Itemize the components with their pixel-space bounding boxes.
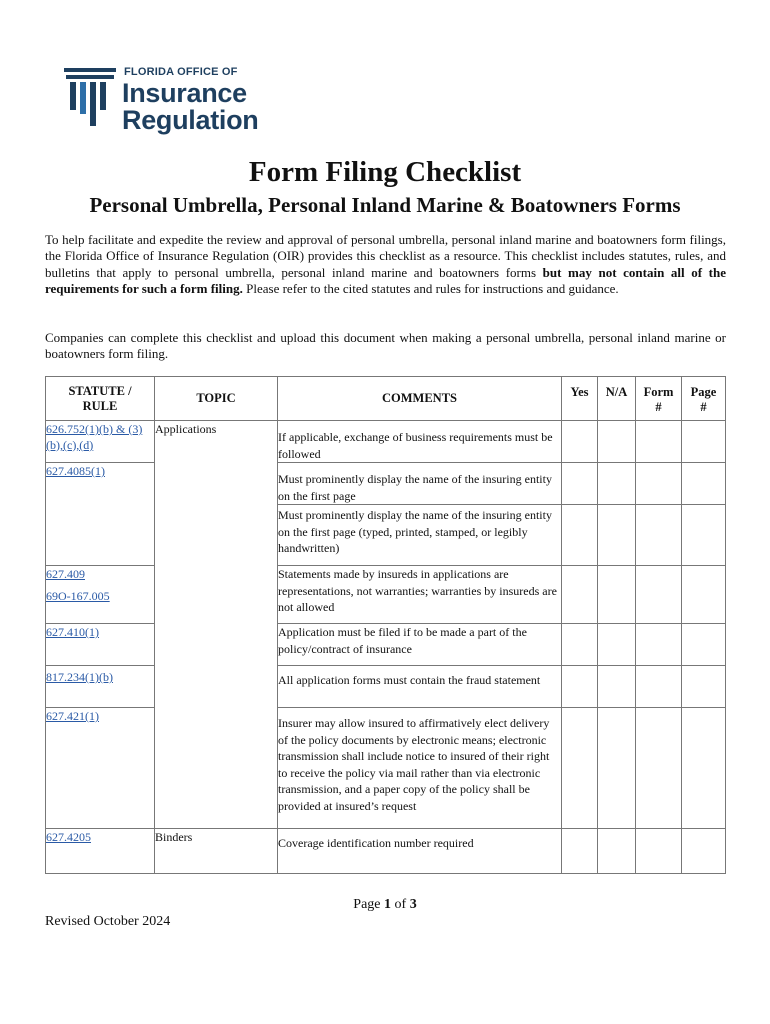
na-cell[interactable] xyxy=(598,463,636,505)
page-number-cell[interactable] xyxy=(682,421,726,463)
yes-cell[interactable] xyxy=(562,624,598,666)
header-yes: Yes xyxy=(562,377,598,421)
rule-link[interactable]: 817.234(1)(b) xyxy=(46,670,113,684)
table-row xyxy=(46,463,726,505)
table-row xyxy=(46,666,726,708)
page-number-cell[interactable] xyxy=(682,505,726,566)
rule-cell xyxy=(46,708,155,829)
page-number-cell[interactable] xyxy=(682,463,726,505)
form-number-cell[interactable] xyxy=(636,566,682,624)
page-current: 1 xyxy=(384,897,392,912)
table-row xyxy=(46,708,726,829)
yes-cell[interactable] xyxy=(562,708,598,829)
comment-cell: Statements made by insureds in applications are representations, not warranties; warranties by insureds are not allowed xyxy=(278,566,562,624)
document-title: Form Filing Checklist xyxy=(248,156,522,188)
yes-cell[interactable] xyxy=(562,421,598,463)
page-number-cell[interactable] xyxy=(682,624,726,666)
comment-cell: If applicable, exchange of business requirements must be followed xyxy=(278,421,562,463)
form-number-cell[interactable] xyxy=(636,505,682,566)
checklist-table xyxy=(45,376,726,874)
page-prefix: Page xyxy=(353,897,385,912)
comment-cell: All application forms must contain the fraud statement xyxy=(278,666,562,708)
table-row xyxy=(46,566,726,624)
yes-cell[interactable] xyxy=(562,666,598,708)
yes-cell[interactable] xyxy=(562,566,598,624)
logo-top-text: FLORIDA OFFICE OF xyxy=(124,66,238,78)
rule-link[interactable]: 627.4205 xyxy=(46,830,91,844)
form-number-cell[interactable] xyxy=(636,666,682,708)
pillar-logo-icon xyxy=(64,66,116,130)
logo-regulation-text: Regulation xyxy=(122,105,259,135)
na-cell[interactable] xyxy=(598,421,636,463)
comment-cell: Must prominently display the name of the insuring entity on the first page xyxy=(278,463,562,505)
rule-cell xyxy=(46,624,155,666)
intro-bold-text: but may not contain all of the requirements for such a form filing. xyxy=(45,264,727,296)
comment-cell: Coverage identification number required xyxy=(278,829,562,874)
rule-link[interactable]: 627.409 xyxy=(46,567,85,581)
rule-link[interactable]: 627.410(1) xyxy=(46,625,99,639)
table-row xyxy=(46,624,726,666)
na-cell[interactable] xyxy=(598,505,636,566)
comment-cell: Application must be filed if to be made a part of the policy/contract of insurance xyxy=(278,624,562,666)
form-number-cell[interactable] xyxy=(636,624,682,666)
comment-cell: Insurer may allow insured to affirmatively elect delivery of the policy documents by electronic means; electronic transmission shall include notice to insured of their right to receive the policy via mail rather than via electronic transmission, and a paper copy of the policy shall be provided at insured’s request xyxy=(278,708,562,829)
na-cell[interactable] xyxy=(598,666,636,708)
topic-cell: Binders xyxy=(155,829,278,874)
header-statute: STATUTE / RULE xyxy=(46,377,155,421)
header-comments: COMMENTS xyxy=(278,377,562,421)
rule-link[interactable]: 626.752(1)(b) & (3)(b),(c),(d) xyxy=(46,422,143,452)
na-cell[interactable] xyxy=(598,566,636,624)
yes-cell[interactable] xyxy=(562,463,598,505)
header-form: Form # xyxy=(636,377,682,421)
table-header-row xyxy=(46,377,726,421)
rule-cell xyxy=(46,566,155,624)
page-number xyxy=(0,897,770,913)
page-number-cell[interactable] xyxy=(682,666,726,708)
header-page: Page # xyxy=(682,377,726,421)
header-topic: TOPIC xyxy=(155,377,278,421)
upload-note: Companies can complete this checklist and upload this document when making a personal umbrella, personal inland marine or boatowners form filing. xyxy=(45,330,726,362)
rule-cell xyxy=(46,421,155,463)
form-number-cell[interactable] xyxy=(636,708,682,829)
topic-cell: Applications xyxy=(155,421,278,829)
page-number-cell[interactable] xyxy=(682,708,726,829)
yes-cell[interactable] xyxy=(562,505,598,566)
na-cell[interactable] xyxy=(598,624,636,666)
na-cell[interactable] xyxy=(598,829,636,874)
oir-logo xyxy=(64,66,294,135)
rule-link[interactable]: 627.4085(1) xyxy=(46,464,105,478)
form-number-cell[interactable] xyxy=(636,463,682,505)
intro-text-2: Please refer to the cited statutes and rules for instructions and guidance. xyxy=(242,280,619,296)
comment-cell: Must prominently display the name of the insuring entity on the first page (typed, printed, stamped, or legibly handwritten) xyxy=(278,505,562,566)
revision-date: Revised October 2024 xyxy=(45,914,171,929)
rule-link[interactable]: 627.421(1) xyxy=(46,709,99,723)
rule-cell xyxy=(46,463,155,566)
header-na: N/A xyxy=(598,377,636,421)
page-number-cell[interactable] xyxy=(682,566,726,624)
rule-link[interactable]: 69O-167.005 xyxy=(46,589,110,603)
form-number-cell[interactable] xyxy=(636,829,682,874)
form-number-cell[interactable] xyxy=(636,421,682,463)
yes-cell[interactable] xyxy=(562,829,598,874)
page-total: 3 xyxy=(409,897,417,912)
page-number-cell[interactable] xyxy=(682,829,726,874)
intro-text-1: To help facilitate and expedite the review and approval of personal umbrella, personal inland marine and boatowners form filings, the Florida Office of Insurance Regulation (OIR) provides this checklist as a resource. This checklist includes statutes, rules, and bulletins that apply to personal umbrella, personal inland marine and boatowners forms xyxy=(45,232,726,280)
document-subtitle: Personal Umbrella, Personal Inland Marine & Boatowners Forms xyxy=(89,193,681,217)
intro-paragraph xyxy=(45,232,726,297)
rule-cell xyxy=(46,666,155,708)
table-row xyxy=(46,829,726,874)
na-cell[interactable] xyxy=(598,708,636,829)
page-of: of xyxy=(391,897,410,912)
rule-cell xyxy=(46,829,155,874)
table-row xyxy=(46,421,726,463)
logo-insurance-text: Insurance xyxy=(122,78,247,108)
